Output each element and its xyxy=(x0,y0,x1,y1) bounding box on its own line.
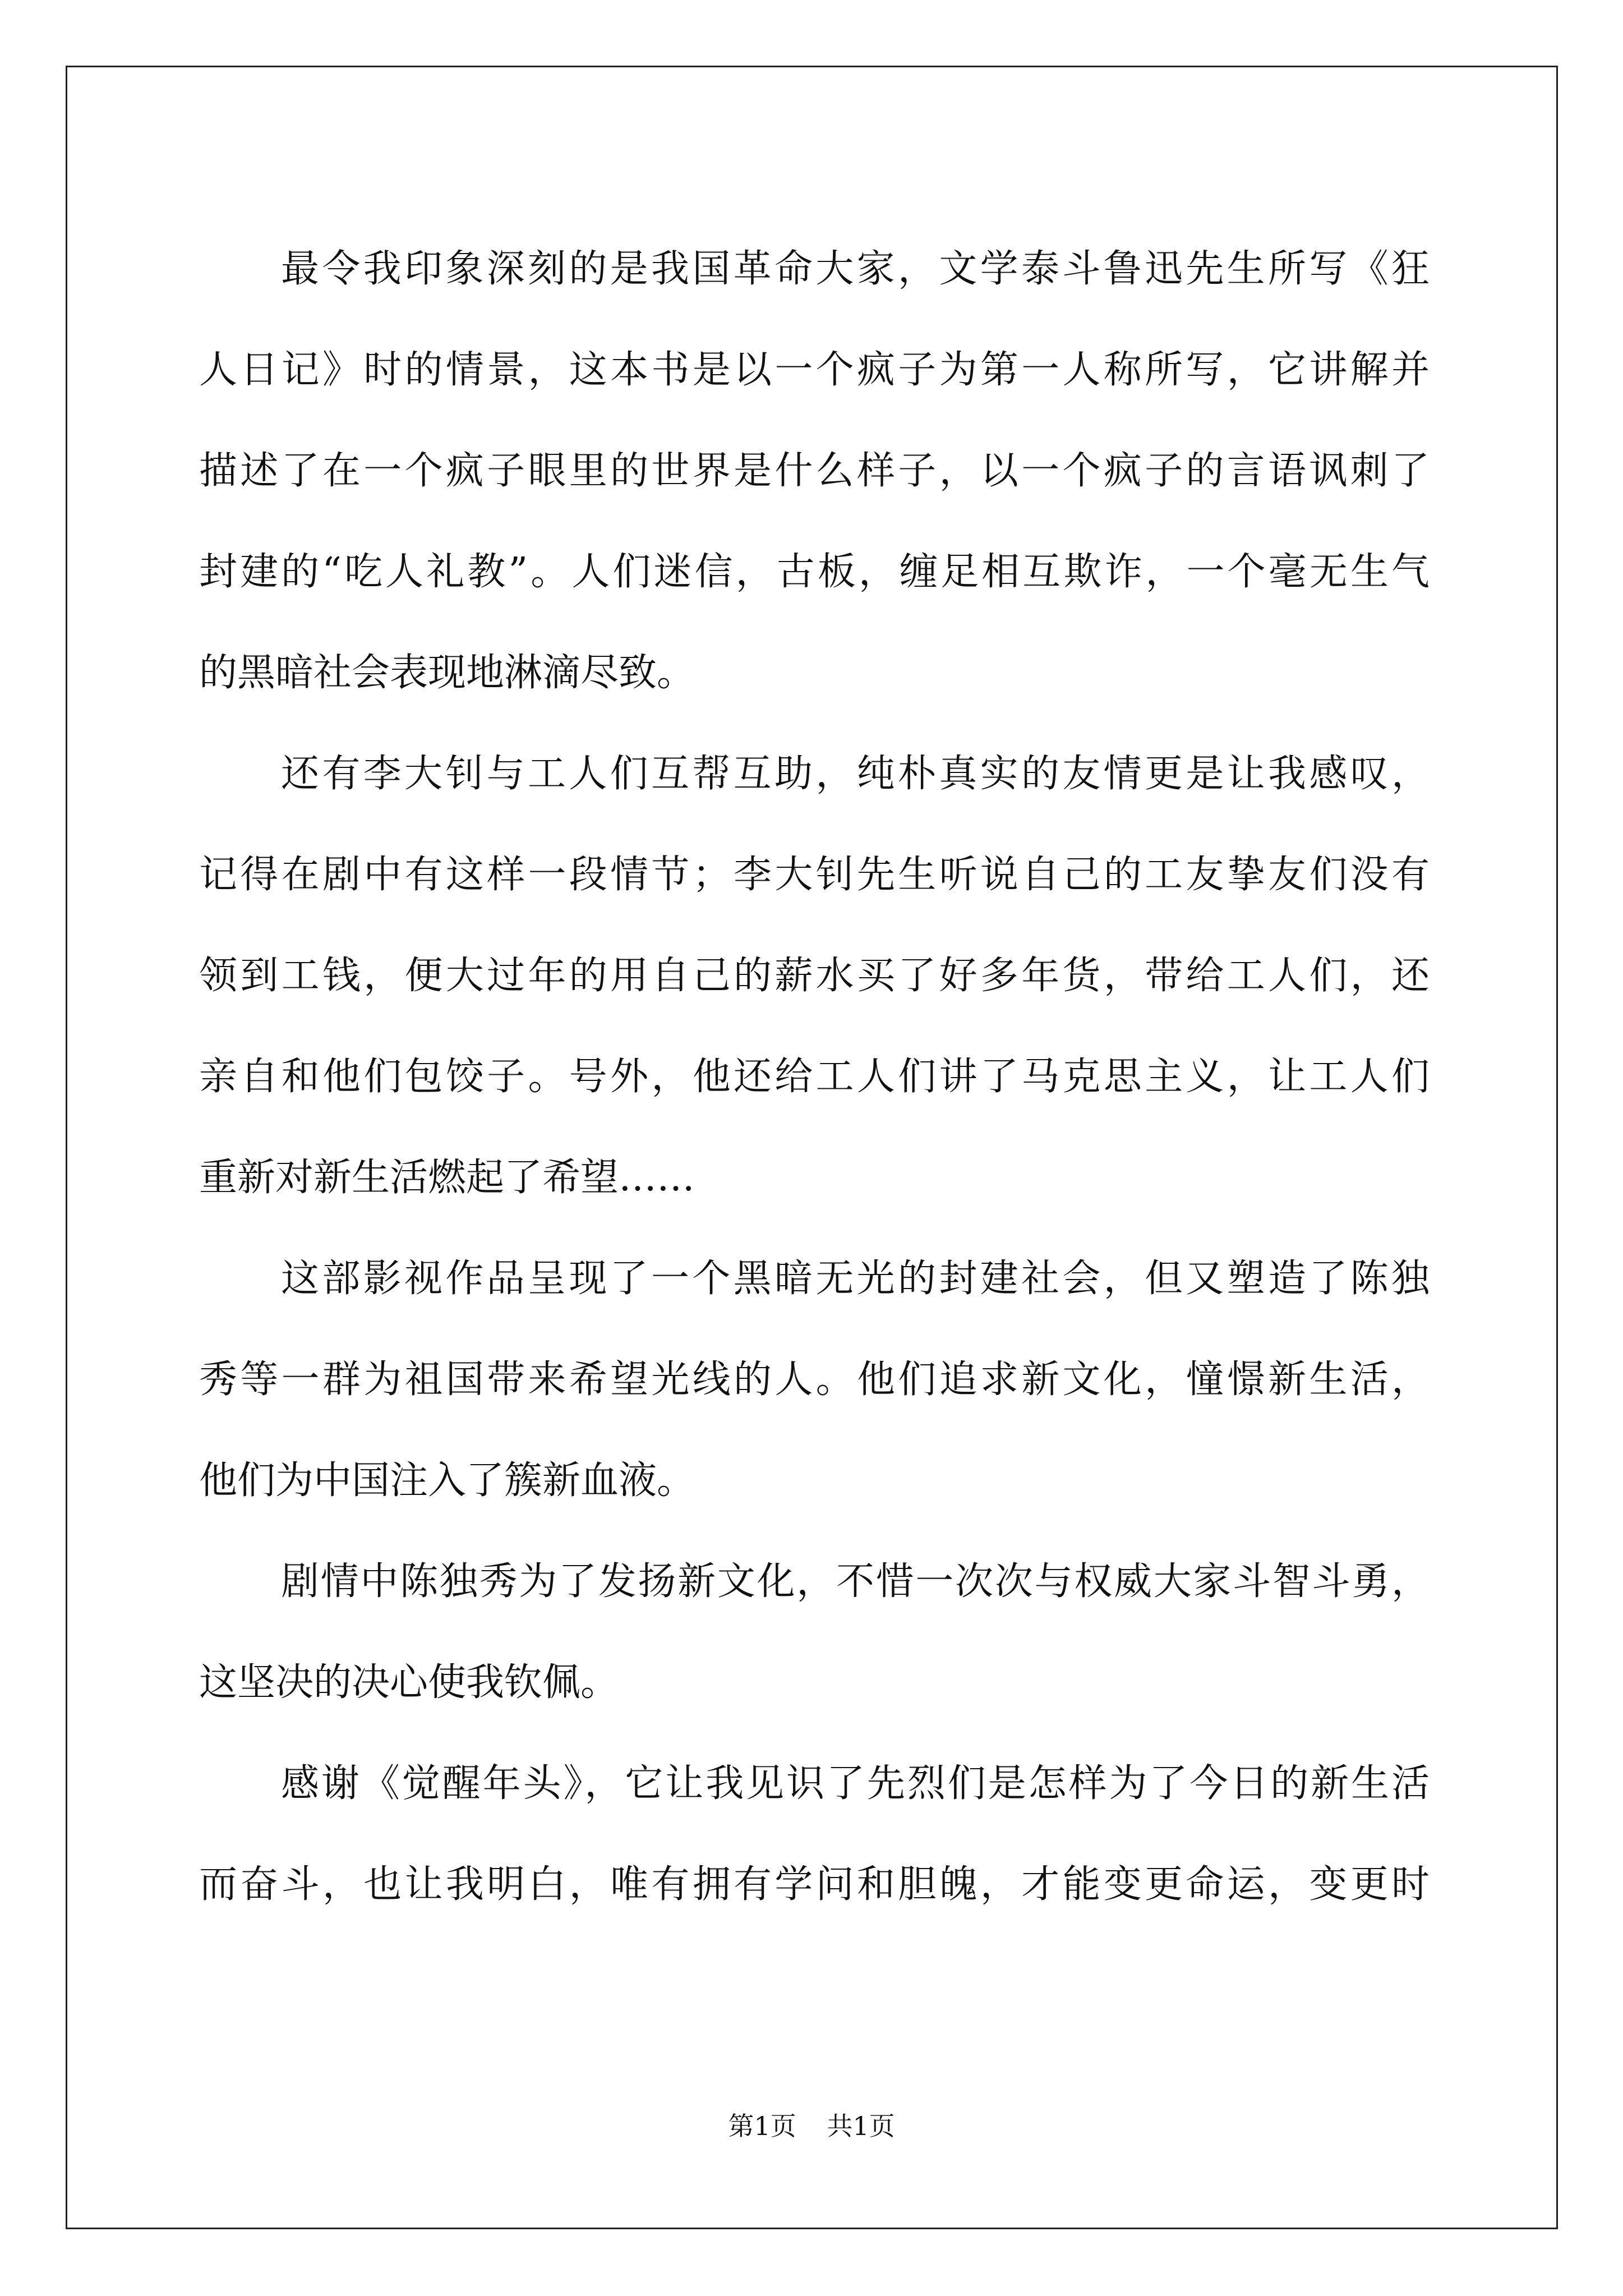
text-line: 描述了在一个疯子眼里的世界是什么样子，以一个疯子的言语讽刺了 xyxy=(199,449,1430,493)
text-line: 这部影视作品呈现了一个黑暗无光的封建社会，但又塑造了陈独 xyxy=(281,1257,1430,1301)
text-line: 领到工钱，便大过年的用自己的薪水买了好多年货，带给工人们，还 xyxy=(199,954,1430,998)
text-line: 他们为中国注入了簇新血液。 xyxy=(199,1458,695,1503)
document-body xyxy=(199,219,1430,1935)
paragraph xyxy=(199,1733,1430,1935)
text-line: 亲自和他们包饺子。号外，他还给工人们讲了马克思主义，让工人们 xyxy=(199,1055,1430,1099)
text-line: 重新对新生活燃起了希望…… xyxy=(199,1156,695,1200)
text-line: 感谢《觉醒年头》，它让我见识了先烈们是怎样为了今日的新生活 xyxy=(281,1761,1430,1806)
text-line: 人日记》时的情景，这本书是以一个疯子为第一人称所写，它讲解并 xyxy=(199,348,1430,392)
text-line: 最令我印象深刻的是我国革命大家，文学泰斗鲁迅先生所写《狂 xyxy=(281,247,1430,291)
text-line: 而奋斗，也让我明白，唯有拥有学问和胆魄，才能变更命运，变更时 xyxy=(199,1862,1430,1907)
text-line: 封建的“吃人礼教”。人们迷信，古板，缠足相互欺诈，一个毫无生气 xyxy=(199,550,1430,594)
text-line: 还有李大钊与工人们互帮互助，纯朴真实的友情更是让我感叹， xyxy=(281,752,1430,796)
page-total: 共1页 xyxy=(827,2111,895,2141)
text-line: 记得在剧中有这样一段情节；李大钊先生听说自己的工友挚友们没有 xyxy=(199,853,1430,897)
page-footer xyxy=(0,2109,1623,2143)
paragraph xyxy=(199,724,1430,1228)
page-number: 第1页 xyxy=(728,2111,796,2141)
paragraph xyxy=(199,1531,1430,1733)
text-line: 剧情中陈独秀为了发扬新文化，不惜一次次与权威大家斗智斗勇， xyxy=(281,1559,1430,1604)
text-line: 这坚决的决心使我钦佩。 xyxy=(199,1660,619,1705)
paragraph xyxy=(199,1228,1430,1531)
paragraph xyxy=(199,219,1430,724)
text-line: 的黑暗社会表现地淋滴尽致。 xyxy=(199,651,695,695)
text-line: 秀等一群为祖国带来希望光线的人。他们追求新文化，憧憬新生活， xyxy=(199,1358,1430,1402)
